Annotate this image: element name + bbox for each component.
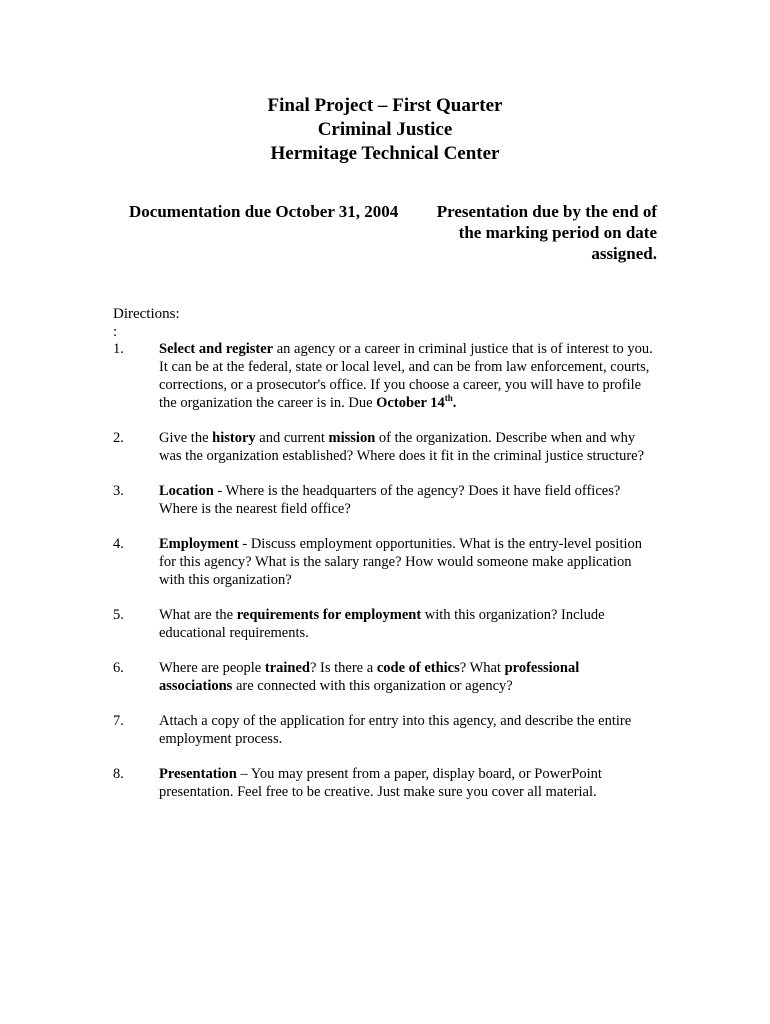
directions-heading <box>113 305 180 341</box>
item-plain: of the organization. Describe when and why was the organization established? Where does it fit in the criminal justice structure? <box>159 430 645 464</box>
item-bold: professional associations <box>159 660 580 694</box>
list-item <box>113 606 653 642</box>
item-bold: trained <box>264 660 310 676</box>
item-plain: Where are people <box>159 660 265 676</box>
title-line-2: Criminal Justice <box>317 119 453 140</box>
item-bold: Location <box>159 483 214 499</box>
list-item <box>113 482 653 518</box>
item-plain: with this organization? Include educational requirements. <box>159 607 605 641</box>
item-number: 2. <box>113 430 124 446</box>
list-item <box>113 712 653 748</box>
title-line-1: Final Project – First Quarter <box>267 95 503 116</box>
document-title <box>0 94 770 166</box>
item-text <box>159 712 653 748</box>
item-bold: Select and register <box>159 341 274 357</box>
list-item <box>113 340 653 412</box>
directions-list <box>113 340 653 818</box>
item-text <box>159 765 653 801</box>
item-bold-period: . <box>452 395 457 411</box>
item-plain: - Where is the headquarters of the agency? Does it have field offices? Where is the nearest field office? <box>159 483 621 517</box>
item-bold <box>376 395 456 411</box>
list-item <box>113 535 653 589</box>
documentation-due: Documentation due October 31, 2004 <box>129 202 399 221</box>
item-bold: history <box>212 430 256 446</box>
item-plain: ? What <box>459 660 505 676</box>
item-number: 1. <box>113 341 124 357</box>
item-plain: Give the <box>159 430 213 446</box>
list-item <box>113 765 653 801</box>
item-plain: and current <box>255 430 329 446</box>
item-plain: an agency or a career in criminal justice that is of interest to you. It can be at the federal, state or local level, and can be from law enforcement, courts, corrections, or a prosecutor's office. If you choose a career, you will have to profile the organization the career is in. Due <box>159 341 653 411</box>
item-superscript: th <box>444 393 453 404</box>
item-bold: code of ethics <box>376 660 460 676</box>
item-plain: are connected with this organization or agency? <box>232 678 513 694</box>
presentation-due: Presentation due by the end of the marking period on date assigned. <box>436 202 657 263</box>
item-bold: mission <box>328 430 376 446</box>
item-text <box>159 482 653 518</box>
list-item <box>113 659 653 695</box>
item-number: 8. <box>113 766 124 782</box>
item-text <box>159 659 653 695</box>
item-text <box>159 340 653 412</box>
item-plain: - Discuss employment opportunities. What is the entry-level position for this agency? What is the salary range? How would someone make application with this organization? <box>159 536 643 588</box>
item-text <box>159 429 653 465</box>
item-text <box>159 535 653 589</box>
item-bold-date: October 14 <box>376 395 445 411</box>
item-bold: Presentation <box>159 766 237 782</box>
item-plain: – You may present from a paper, display board, or PowerPoint presentation. Feel free to be creative. Just make sure you cover all material. <box>159 766 602 800</box>
item-text <box>159 606 653 642</box>
item-number: 6. <box>113 660 124 676</box>
item-plain: What are the <box>159 607 237 623</box>
item-number: 4. <box>113 536 124 552</box>
item-number: 3. <box>113 483 124 499</box>
title-line-3: Hermitage Technical Center <box>270 143 500 164</box>
item-plain: ? Is there a <box>309 660 377 676</box>
item-bold: Employment <box>159 536 239 552</box>
directions-colon: : <box>113 324 118 340</box>
list-item <box>113 429 653 465</box>
item-bold: requirements for employment <box>236 607 422 623</box>
item-number: 5. <box>113 607 124 623</box>
item-plain: Attach a copy of the application for entry into this agency, and describe the entire employment process. <box>159 713 632 747</box>
directions-label: Directions: <box>113 306 180 322</box>
item-number: 7. <box>113 713 124 729</box>
